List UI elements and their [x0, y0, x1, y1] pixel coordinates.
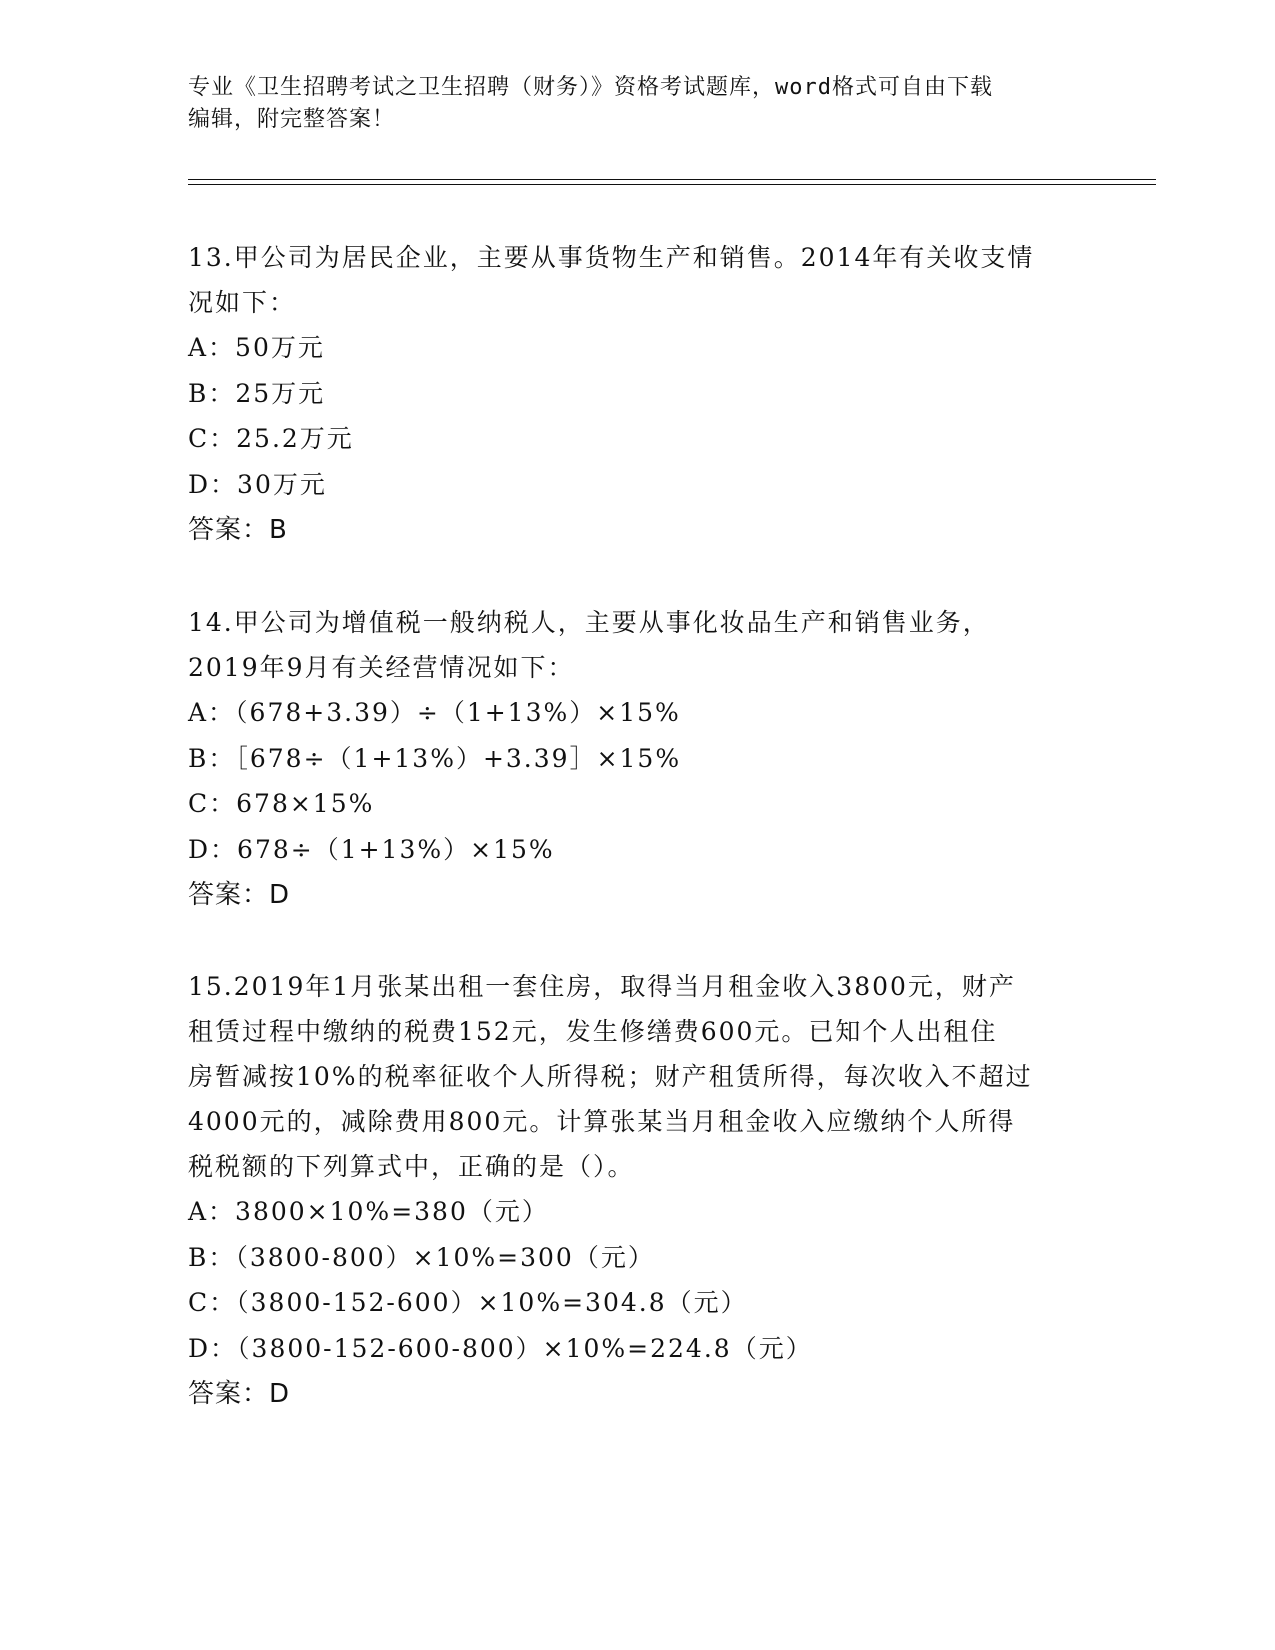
option-c: C：（3800-152-600）×10%=304.8（元）	[188, 1288, 748, 1317]
option-a: A：（678+3.39）÷（1+13%）×15%	[188, 698, 681, 727]
option-d: D：30万元	[188, 469, 327, 499]
header-divider-top	[188, 179, 1156, 180]
option-a: A：50万元	[188, 333, 325, 362]
option-d: D：（3800-152-600-800）×10%=224.8（元）	[188, 1333, 813, 1363]
option-c: C：25.2万元	[188, 424, 354, 453]
question-14	[188, 600, 1088, 918]
option-c: C：678×15%	[188, 789, 375, 818]
question-stem-line: 2019年9月有关经营情况如下：	[188, 653, 575, 682]
answer-label: 答案：D	[188, 880, 291, 910]
header-line-1: 专业《卫生招聘考试之卫生招聘（财务）》资格考试题库，word格式可自由下载	[188, 75, 993, 100]
question-stem-line: 4000元的，减除费用800元。计算张某当月租金收入应缴纳个人所得	[188, 1107, 1016, 1136]
question-stem-line: 14.甲公司为增值税一般纳税人，主要从事化妆品生产和销售业务，	[188, 608, 990, 637]
answer-label: 答案：B	[188, 515, 288, 545]
option-b: B：25万元	[188, 378, 326, 408]
header-line-2: 编辑，附完整答案！	[188, 107, 396, 132]
question-15	[188, 964, 1088, 1417]
question-stem-line: 税税额的下列算式中，正确的是（）。	[188, 1152, 635, 1181]
question-13	[188, 235, 1088, 553]
header-divider-bottom	[188, 184, 1156, 185]
question-stem-line: 13.甲公司为居民企业，主要从事货物生产和销售。2014年有关收支情	[188, 243, 1035, 272]
question-stem-line: 租赁过程中缴纳的税费152元，发生修缮费600元。已知个人出租住	[188, 1017, 998, 1046]
question-stem-line: 15.2019年1月张某出租一套住房，取得当月租金收入3800元，财产	[188, 972, 1016, 1001]
question-stem-line: 况如下：	[188, 288, 297, 317]
option-d: D：678÷（1+13%）×15%	[188, 834, 555, 864]
document-header	[188, 72, 1088, 136]
option-a: A：3800×10%=380（元）	[188, 1197, 549, 1226]
answer-label: 答案：D	[188, 1379, 291, 1409]
option-b: B：（3800-800）×10%=300（元）	[188, 1242, 655, 1272]
question-stem-line: 房暂减按10%的税率征收个人所得税；财产租赁所得，每次收入不超过	[188, 1062, 1033, 1091]
option-b: B：［678÷（1+13%）+3.39］×15%	[188, 743, 682, 773]
